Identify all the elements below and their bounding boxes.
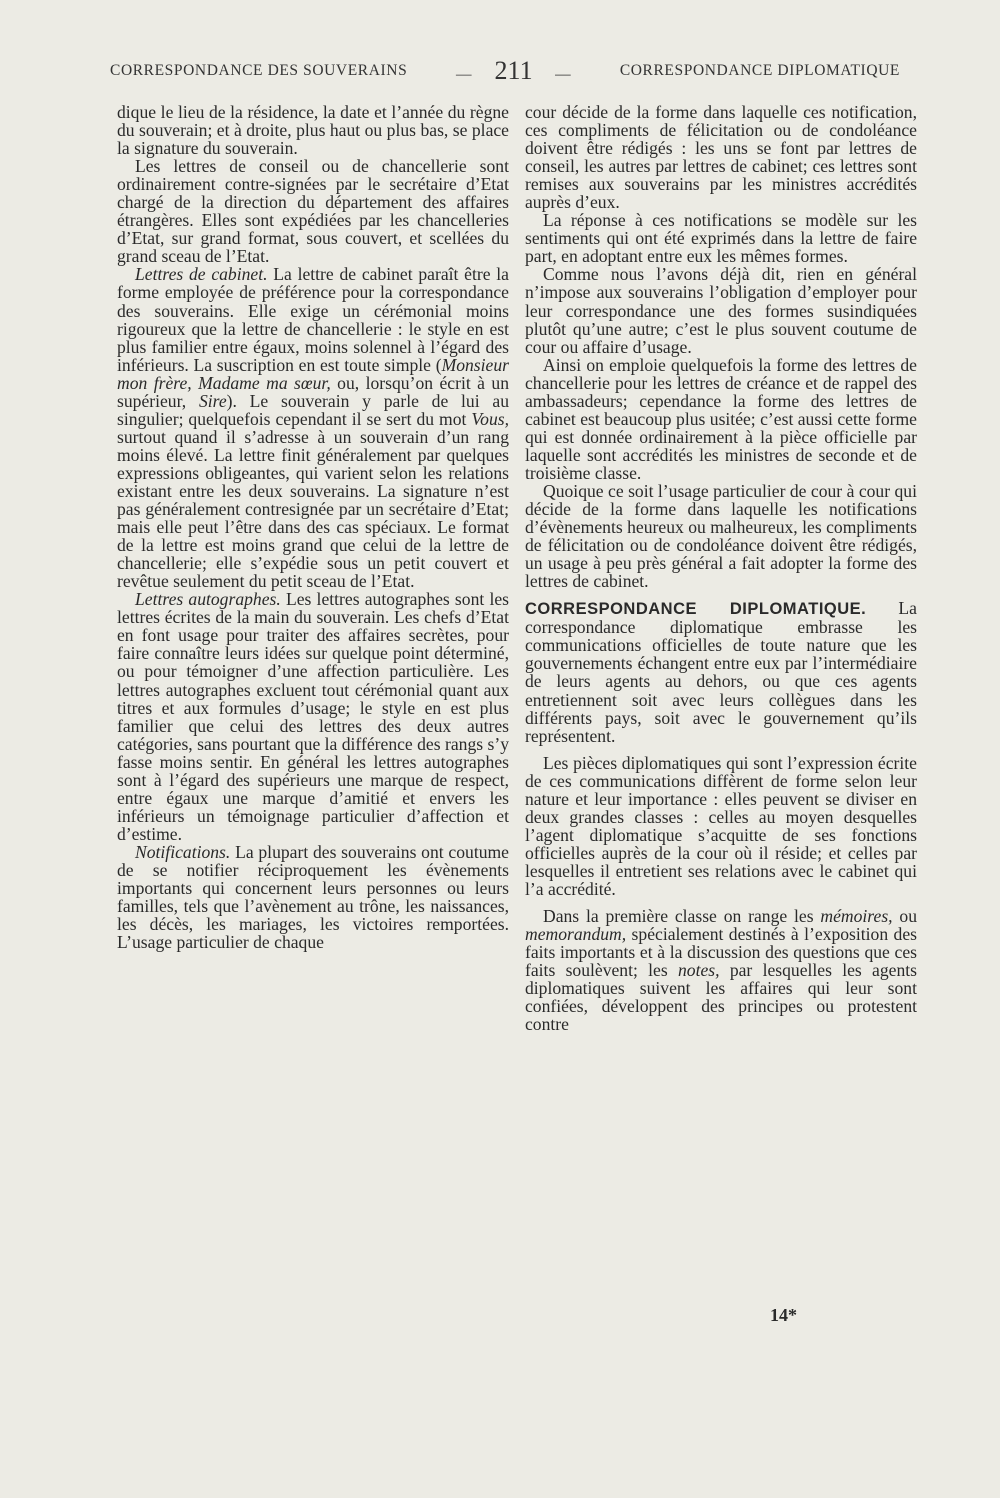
paragraph-lead: Lettres de cabinet. (135, 264, 268, 285)
paragraph: Comme nous l’avons déjà dit, rien en général n’impose aux souverains l’obligation d’employer pour leur correspondance une des formes susindiquées plutôt qu’une autre; c’est le plus souvent coutume de cour ou affaire d’usage. (525, 264, 917, 357)
paragraph-text: Les lettres autographes sont les lettres écrites de la main du souverain. Les chefs d’Etat en font usage pour traiter des affaires secrètes, pour faire connaître leurs idées sur quelque point déterminé, ou pour témoigner d’une affection particulière. Les lettres autographes excluent tout cérémonial quant aux titres et aux formules d’usage; le style en est plus familier que celui des lettres des deux autres catégories, sans pourtant que la différence des rangs s’y fasse moins sentir. En général les lettres autographes sont à l’égard des supérieurs une marque de respect, entre égaux une marque d’amitié et envers les inférieurs un témoignage particulier d’affection et d’estime. (117, 589, 509, 844)
italic-term: mémoires, (820, 906, 893, 927)
paragraph-text: La correspondance diplomatique embrasse les communications officielles de toute nature que les gouvernements échangent entre eux par l’intermédiaire de leurs agents au dehors, ou que ces agents entretiennent soit avec leurs collègues dans les différents pays, soit avec le gouvernement qu’ils représentent. (525, 598, 917, 746)
paragraph-lead: Notifications. (135, 841, 231, 862)
paragraph-text: ). Le souverain y parle de lui au singulier; quelquefois cependant il se sert du mot (117, 390, 509, 429)
paragraph-text: Dans la première classe on range les (543, 906, 821, 927)
page-number: 211 (494, 56, 533, 85)
paragraph-lead: Lettres autographes. (135, 589, 281, 610)
italic-term: notes, (678, 960, 720, 981)
italic-phrase: Vous, (471, 408, 509, 429)
italic-phrase: Monsieur mon frère, Madame ma sœur, (117, 354, 509, 393)
paragraph-premiere-classe (525, 907, 917, 1033)
signature-mark: 14* (770, 1305, 797, 1325)
paragraph-correspondance-diplomatique (525, 599, 917, 744)
header-dash-right: — (555, 66, 572, 83)
right-column (525, 103, 917, 1033)
paragraph-text: ou, lorsqu’on écrit à un supérieur, (117, 372, 510, 411)
paragraph: La réponse à ces notifications se modèle sur les sentiments qui ont été exprimés dans la lettre de faire part, en adoptant entre eux les mêmes formes. (525, 210, 917, 267)
paragraph: Quoique ce soit l’usage particulier de cour à cour qui décide de la forme dans laquelle les notifications d’évènements heureux ou malheureux, les compliments de félicitation ou de condoléance doivent être rédigés, un usage à peu près général a fait adopter la forme des lettres de cabinet. (525, 480, 917, 592)
paragraph-text: spécialement destinés à l’exposition des faits importants et à la discussion des questions que ces faits soulèvent; les (525, 924, 917, 981)
italic-phrase: Sire (198, 390, 227, 411)
paragraph-text: par lesquelles les agents diplomatiques suivent les affaires qui leur sont confiées, développent des principes ou protestent contre (525, 960, 917, 1035)
paragraph: Les pièces diplomatiques qui sont l’expression écrite de ces communications diffèrent de forme selon leur nature et leur importance : elles peuvent se diviser en deux grandes classes : celles au moyen desquelles l’agent diplomatique s’acquitte de ses fonctions officielles auprès de la cour où il réside; et celles par lesquelles il entretient ses relations avec le cabinet qui l’a accrédité. (525, 752, 917, 899)
paragraph-lettres-de-cabinet (117, 265, 509, 590)
paragraph: cour décide de la forme dans laquelle ces notification, ces compliments de félicitation ou de condoléance doivent être rédigés : les uns se font par lettres de conseil, les autres par lettres de cabinet; ces lettres sont remises aux souverains par les ministres accrédités auprès d’eux. (525, 102, 917, 213)
paragraph-text: La plupart des souverains ont coutume de se notifier réciproquement les évènements importants qui concernent leurs personnes ou leurs familles, tels que l’avènement au trône, les naissances, les décès, les mariages, les victoires remportées. L’usage particulier de chaque (117, 841, 509, 953)
paragraph-text: surtout quand il s’adresse à un souverain d’un rang moins élevé. La lettre finit généralement par quelques expressions obligeantes, qui varient selon les relations existant entre les deux souverains. La signature n’est pas généralement contresignée par un secrétaire d’Etat; mais elle peut l’être dans des cas spéciaux. Le format de la lettre est moins grand que celui de la lettre de chancellerie; elle s’expédie sous un petit couvert et revêtue seulement du petit sceau de l’Etat. (117, 426, 509, 592)
header-left-title: CORRESPONDANCE DES SOUVERAINS (110, 62, 408, 79)
paragraph: dique le lieu de la résidence, la date et l’année du règne du souverain; et à droite, plus haut ou plus bas, se place la signature du souverain. (117, 102, 509, 159)
paragraph: Ainsi on emploie quelquefois la forme des lettres de chancellerie pour les lettres de créance et de rappel des ambassadeurs; cependance la forme des lettres de cabinet est beaucoup plus usitée; c’est aussi cette forme qui est donnée ordinairement à la pièce officielle par laquelle sont accrédités les ministres de seconde et de troisième classe. (525, 354, 917, 483)
paragraph-notifications (117, 843, 509, 951)
paragraph-text: ou (892, 906, 917, 927)
paragraph: Les lettres de conseil ou de chancellerie sont ordinairement contre-signées par le secrétaire d’Etat chargé de la direction du département des affaires étrangères. Elles sont expédiées par les chancelleries d’Etat, sur grand format, sous couvert, et scellées du grand sceau de l’Etat. (117, 156, 509, 267)
paragraph-text: La lettre de cabinet paraît être la forme employée de préférence pour la correspondance des souverains. Elle exige un cérémonial moins rigoureux que la lettre de chancellerie : le style en est plus familier entre égaux, moins solennel à l’égard des inférieurs. La suscription en est toute simple ( (117, 264, 509, 375)
running-header (110, 54, 900, 88)
section-heading: CORRESPONDANCE DIPLOMATIQUE. (525, 600, 867, 619)
paragraph-lettres-autographes (117, 590, 509, 843)
header-center (438, 56, 589, 86)
italic-term: memorandum, (525, 924, 627, 945)
header-right-title: CORRESPONDANCE DIPLOMATIQUE (619, 62, 900, 79)
left-column (117, 103, 509, 951)
header-dash-left: — (455, 66, 473, 83)
